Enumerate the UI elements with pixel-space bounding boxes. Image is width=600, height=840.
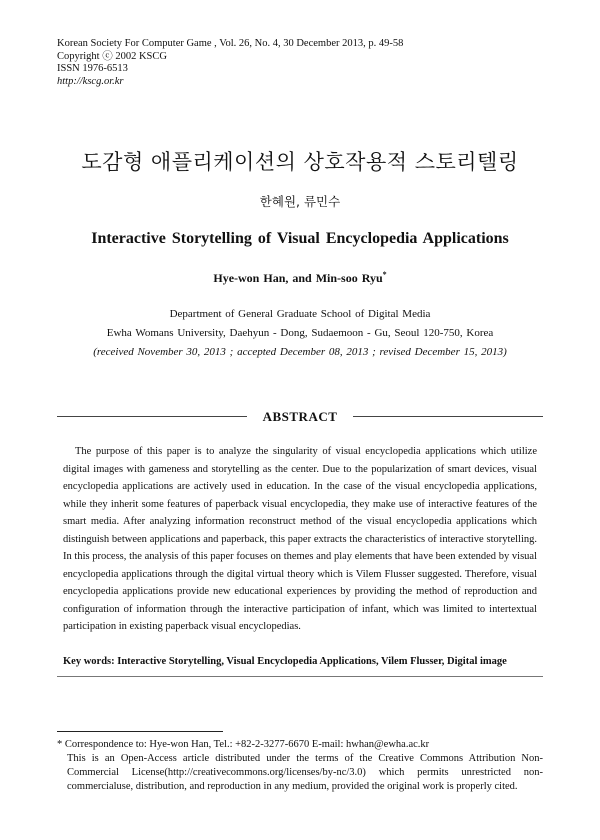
korean-title: 도감형 애플리케이션의 상호작용적 스토리텔링 — [81, 150, 519, 174]
journal-citation: Korean Society For Computer Game , Vol. 26, No. 4, 30 December 2013, p. 49-58 — [57, 38, 404, 49]
affiliation-address: Ewha Womans University, Daehyun - Dong, Sudaemoon - Gu, Seoul 120-750, Korea — [106, 327, 494, 339]
copyright-line: Copyright ⓒ 2002 KSCG — [57, 50, 167, 62]
publication-info — [57, 38, 403, 88]
keywords-divider — [57, 676, 543, 677]
english-title: Interactive Storytelling of Visual Encyclopedia Applications — [91, 230, 509, 247]
license-note: This is an Open-Access article distributed under the terms of the Creative Commons Attribution Non-Commercial License(http://creativecommons.org/licenses/by-nc/3.0) which permits unrestricted non-commercialuse, distribution, and reproduction in any medium, provided the original work is properly cited. — [67, 753, 543, 792]
korean-authors: 한혜원, 류민수 — [259, 194, 341, 209]
author-names: Hye-won Han, and Min-soo Ryu — [213, 271, 383, 285]
journal-url[interactable]: http://kscg.or.kr — [57, 75, 124, 87]
english-authors — [0, 270, 600, 286]
affiliation-department: Department of General Graduate School of Digital Media — [169, 308, 431, 320]
abstract-header — [57, 409, 543, 425]
footnote-rule — [57, 731, 223, 732]
corresponding-author-mark: * — [382, 270, 387, 279]
abstract-text: The purpose of this paper is to analyze the singularity of visual encyclopedia applications which utilize digital images with gameness and storytelling as the center. Due to the popularization of smart devices, visual encyclopedia applications are actively used in education. In the case of the visual encyclopedia applications, while they inherit some features of paperback visual encyclopedia, they make use of interactive features of the smart media. After analyzing information reconstruct method of the visual encyclopedia applications which distinguish between applications and paperback, this paper extracts the characteristics of interactive storytelling. In this process, the analysis of this paper focuses on themes and play elements that have been extended by visual encyclopedia applications through the digital virtual theory which is Vilem Flusser suggested. Therefore, visual encyclopedia applications provide new educational experiences by providing the method of reproduction and configuration of information through the interactive participation of infant, which was limited to intertextual participation in existing paperback visual encyclopedias. — [63, 446, 537, 632]
abstract-heading: ABSTRACT — [262, 409, 338, 424]
issn-line: ISSN 1976-6513 — [57, 63, 128, 74]
correspondence-note: * Correspondence to: Hye-won Han, Tel.: +82-2-3277-6670 E-mail: hwhan@ewha.ac.kr — [57, 739, 430, 750]
footnote — [57, 738, 543, 794]
abstract-rule-right — [353, 416, 543, 417]
submission-dates: (received November 30, 2013 ; accepted December 08, 2013 ; revised December 15, 2013) — [93, 346, 507, 358]
keywords: Key words: Interactive Storytelling, Visual Encyclopedia Applications, Vilem Flusser, Digital image — [63, 656, 507, 667]
